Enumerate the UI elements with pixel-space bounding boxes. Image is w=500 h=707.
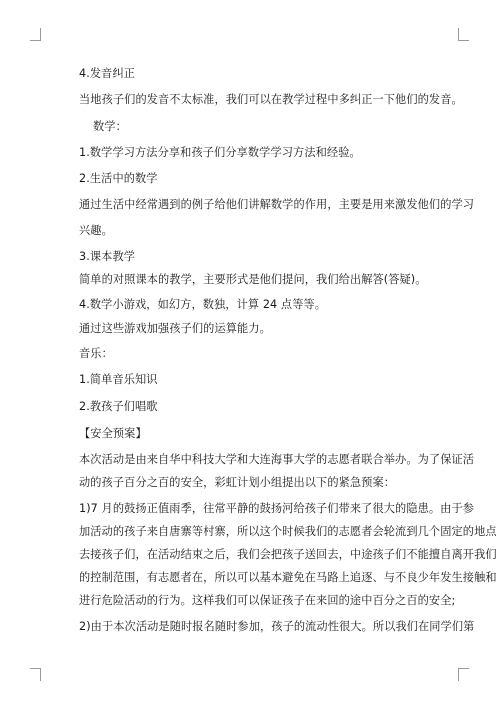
paragraph-line: 2)由于本次活动是随时报名随时参加，孩子的流动性很大。所以我们在同学们第 xyxy=(79,620,475,633)
paragraph-line: 当地孩子们的发音不太标准，我们可以在教学过程中多纠正一下他们的发音。 xyxy=(79,93,463,106)
heading-pronunciation: 4.发音纠正 xyxy=(79,67,136,80)
section-heading-safety: 【安全预案】 xyxy=(79,427,147,440)
list-item: 1.数学学习方法分享和孩子们分享数学学习方法和经验。 xyxy=(79,146,361,159)
paragraph-line: 去接孩子们，在活动结束之后，我们会把孩子送回去，中途孩子们不能擅自离开我们 xyxy=(79,548,497,561)
paragraph-line: 动的孩子百分之百的安全，彩虹计划小组提出以下的紧急预案： xyxy=(79,476,396,489)
list-item: 2.教孩子们唱歌 xyxy=(79,400,158,413)
paragraph-line: 兴趣。 xyxy=(79,224,113,237)
list-item: 4.数学小游戏，如幻方，数独，计算 24 点等等。 xyxy=(79,298,327,311)
list-item: 2.生活中的数学 xyxy=(79,172,158,185)
list-item: 1.简单音乐知识 xyxy=(79,373,158,386)
paragraph-line: 通过这些游戏加强孩子们的运算能力。 xyxy=(79,322,271,335)
section-heading-music: 音乐： xyxy=(79,347,113,360)
paragraph-line: 进行危险活动的行为。这样我们可以保证孩子在来回的途中百分之百的安全; xyxy=(79,594,456,607)
paragraph-line: 的控制范围，有志愿者在，所以可以基本避免在马路上追逐、与不良少年发生接触和 xyxy=(79,571,497,584)
paragraph-line: 通过生活中经常遇到的例子给他们讲解数学的作用，主要是用来激发他们的学习 xyxy=(79,198,475,211)
paragraph-line: 1)7 月的鼓扬正值雨季，往常平静的鼓扬河给孩子们带来了很大的隐患。由于参 xyxy=(79,502,475,515)
section-heading-math: 数学： xyxy=(93,120,127,133)
paragraph-line: 简单的对照课本的教学，主要形式是他们提问，我们给出解答(答疑)。 xyxy=(79,273,427,286)
paragraph-line: 本次活动是由来自华中科技大学和大连海事大学的志愿者联合举办。为了保证活 xyxy=(79,453,475,466)
list-item: 3.课本教学 xyxy=(79,250,136,263)
paragraph-line: 加活动的孩子来自唐寨等村寨，所以这个时候我们的志愿者会轮流到几个固定的地点 xyxy=(79,525,497,538)
